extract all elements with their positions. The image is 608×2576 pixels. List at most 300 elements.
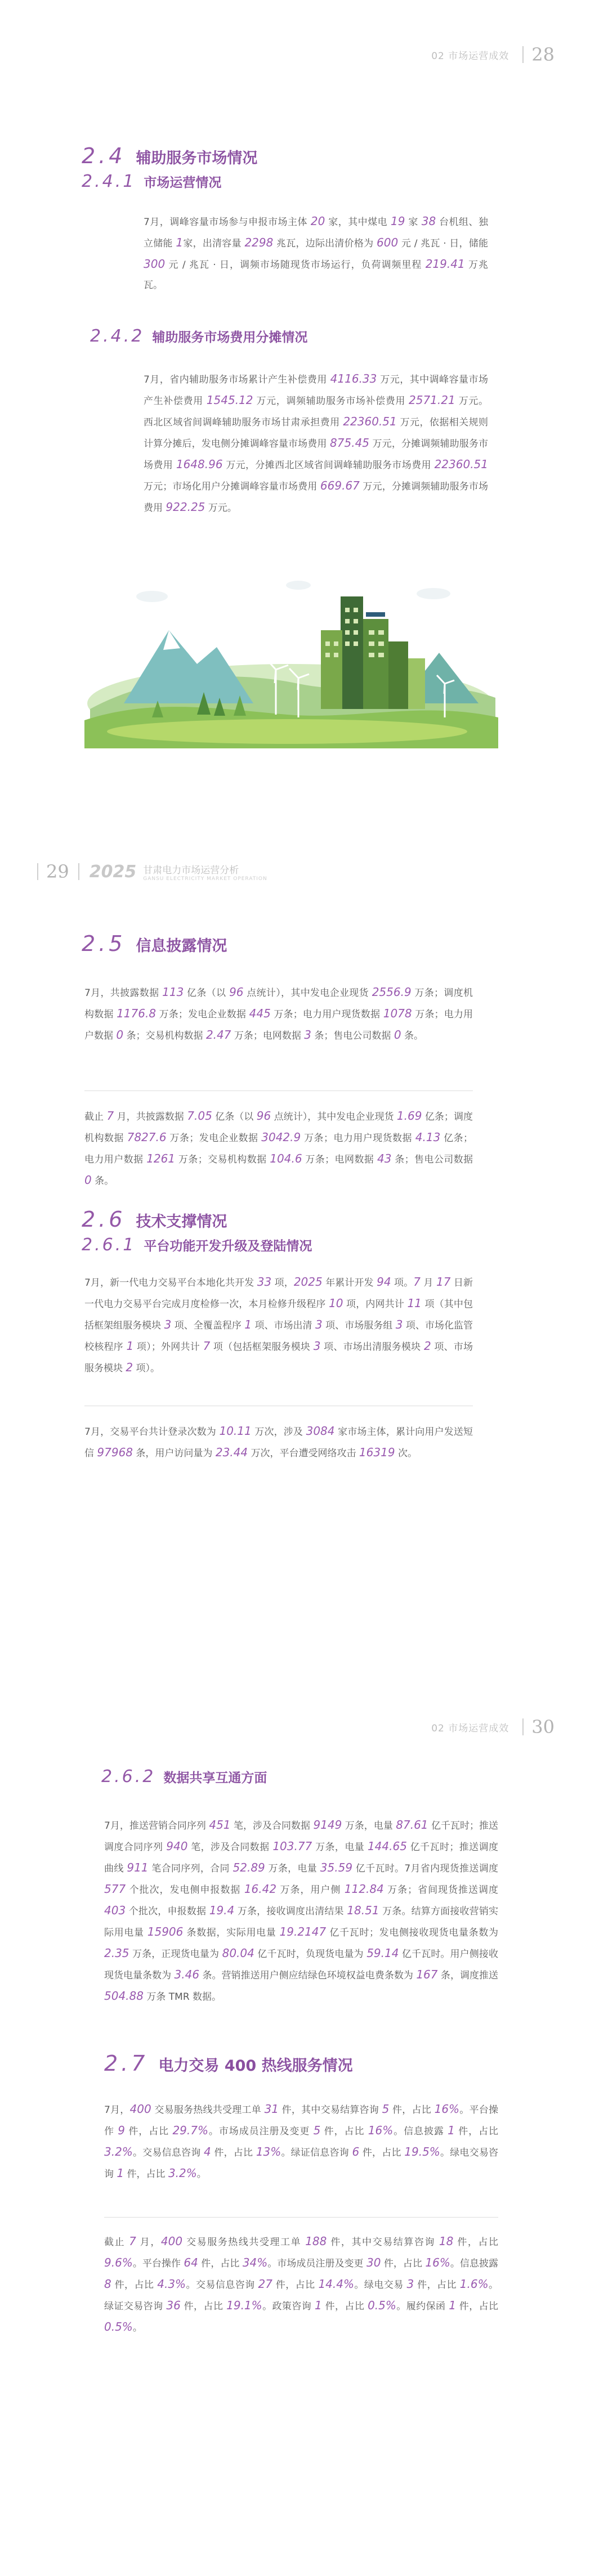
stat-value: 9	[118, 2124, 126, 2137]
text-run: 万元，分摊西北区域省间调峰辅助服务市场费用	[222, 460, 435, 471]
text-run: ，推送营销合同序列	[119, 1820, 209, 1832]
stat-value: 4.13	[415, 1130, 441, 1144]
heading-2-4-2	[90, 326, 307, 346]
text-run: 日新一代电力交易平台完成月度检修一次，本月检修升级程序	[84, 1277, 473, 1310]
text-run: 万条，接收调度出清结果	[234, 1906, 347, 1917]
stat-value: 52.89	[233, 1861, 265, 1874]
text-run: 件，占比	[180, 2301, 227, 2312]
text-run: 。平台操作	[104, 2104, 498, 2137]
stat-value: 3042.9	[261, 1130, 301, 1144]
stat-value: 1261	[146, 1152, 176, 1165]
text-run: 项、市场出清服务模块	[320, 1341, 424, 1353]
text-run: 笔合同序列，合同	[148, 1863, 233, 1874]
text-run: 月，	[136, 2237, 161, 2248]
text-run: 万元，依据相关规则计算分摊后，发电侧分摊调峰容量市场费用	[144, 417, 488, 450]
text-run: 项。	[391, 1277, 414, 1289]
stat-value: 15906	[147, 1925, 184, 1938]
paragraph-platform-development	[84, 1272, 473, 1379]
stat-value: 87.61	[396, 1818, 428, 1832]
stat-value: 1176.8	[117, 1007, 157, 1020]
text-run: 万条；调度机构数据	[84, 988, 473, 1020]
text-run: 月	[420, 1277, 436, 1289]
heading-2-5	[82, 931, 227, 956]
text-run: 亿千瓦时，负现货电量为	[254, 1949, 367, 1960]
text-run: 截止	[84, 1111, 107, 1123]
text-run: 7月	[144, 217, 160, 228]
text-run: 条。营销推送用户侧应结绿色环境权益电费条数为	[199, 1970, 417, 1981]
text-run: 万条，用户侧	[276, 1884, 345, 1896]
text-run: 条；售电公司数据	[391, 1154, 473, 1165]
text-run: 交易服务热线共受理工单	[182, 2237, 306, 2248]
text-run: 项（其中包括框架组服务模块	[84, 1299, 473, 1331]
text-run: 台机组、独立储能	[144, 217, 488, 249]
stat-value: 18.51	[347, 1904, 379, 1917]
text-run: 万元。	[205, 502, 237, 514]
heading-title: 电力交易 400 热线服务情况	[158, 2057, 353, 2075]
stat-value: 3.46	[174, 1968, 200, 1981]
text-run: 。交易信息咨询	[186, 2279, 258, 2291]
text-run: 亿条（以	[212, 1111, 257, 1123]
stat-value: 19.2147	[279, 1925, 327, 1938]
heading-2-6-2	[101, 1767, 267, 1787]
heading-number: 2.5	[82, 931, 126, 956]
stat-value: 9.6%	[104, 2256, 133, 2269]
stat-value: 5	[382, 2102, 390, 2116]
building-2	[363, 619, 388, 709]
text-run: 项、市场化监管校核程序	[84, 1320, 473, 1353]
stat-value: 400	[129, 2102, 151, 2116]
stat-value: 80.04	[222, 1946, 254, 1960]
stat-value: 36	[166, 2299, 181, 2312]
text-run: 万条，电量	[312, 1842, 368, 1853]
text-run: 件，占比	[453, 2237, 499, 2248]
text-run: 万兆瓦。	[144, 259, 489, 291]
green-energy-illustration	[84, 563, 498, 748]
text-run: 项，内网共计	[343, 1299, 408, 1310]
stat-value: 4.3%	[157, 2277, 186, 2291]
ground-highlight	[107, 719, 467, 744]
text-run: 项、市场服务组	[322, 1320, 396, 1331]
heading-title: 数据共享互通方面	[163, 1771, 267, 1785]
text-run: 条。	[401, 1030, 423, 1042]
stat-value: 1	[126, 1339, 134, 1353]
text-run: 项、市场出清	[252, 1320, 315, 1331]
stat-value: 10	[329, 1296, 343, 1310]
text-run: 家，出清容量	[183, 238, 245, 249]
stat-value: 2.47	[205, 1028, 231, 1042]
stat-value: 8	[104, 2277, 111, 2291]
stat-value: 3	[164, 1318, 172, 1331]
stat-value: 2556.9	[372, 985, 412, 999]
text-run: 件，占比	[454, 2126, 499, 2137]
stat-value: 167	[416, 1968, 438, 1981]
stat-value: 2.35	[104, 1946, 129, 1960]
stat-value: 2	[423, 1339, 431, 1353]
stat-value: 96	[256, 1109, 271, 1123]
text-run: 笔，涉及合同数据	[230, 1820, 314, 1832]
heading-title: 辅助服务市场情况	[136, 150, 258, 167]
text-run: 。信息披露	[450, 2258, 499, 2269]
stat-value: 94	[377, 1275, 391, 1289]
text-run: 件，占比	[455, 2301, 499, 2312]
page-header	[37, 861, 267, 882]
paragraph-hotline-month	[104, 2099, 498, 2184]
stat-value: 1648.96	[176, 457, 223, 471]
text-run: 万元，调频辅助服务市场补偿费用	[253, 396, 409, 407]
stat-value: 2298	[244, 236, 274, 249]
stat-value: 113	[162, 985, 184, 999]
text-run: 万条；电网数据	[231, 1030, 305, 1042]
text-run: 万条；发电企业数据	[166, 1133, 262, 1144]
divider	[104, 2217, 498, 2218]
stat-value: 64	[184, 2256, 198, 2269]
text-run: 万条，电量	[265, 1863, 320, 1874]
heading-number: 2.7	[104, 2051, 149, 2076]
text-run: 点统计），其中发电企业现货	[271, 1111, 397, 1123]
stat-value: 31	[264, 2102, 279, 2116]
heading-number: 2.6	[82, 1207, 126, 1232]
text-run: 万条；电网数据	[302, 1154, 377, 1165]
report-title-en: GANSU ELECTRICITY MARKET OPERATION	[143, 876, 267, 882]
text-run: 件，占比	[198, 2258, 243, 2269]
stat-value: 17	[436, 1275, 451, 1289]
text-run: 件，占比	[124, 2169, 168, 2180]
stat-value: 1078	[383, 1007, 412, 1020]
text-run: 7月	[84, 1277, 100, 1289]
stat-value: 669.67	[320, 479, 360, 492]
stat-value: 7	[203, 1339, 211, 1353]
stat-value: 504.88	[104, 1989, 144, 2003]
text-run: 7月	[84, 1426, 101, 1438]
paragraph-data-sharing	[104, 1815, 498, 2007]
text-run: 万条。结算方面接收营销实际用电量	[104, 1906, 499, 1938]
text-run: 件，占比	[359, 2147, 405, 2158]
heading-title: 信息披露情况	[136, 937, 227, 955]
text-run: 件，占比	[381, 2258, 426, 2269]
text-run: 。绿证交易咨询	[104, 2279, 499, 2312]
stat-value: 1	[244, 1318, 252, 1331]
text-run: 万条 TMR 数据。	[143, 1991, 222, 2003]
text-run: 件，占比	[272, 2279, 319, 2291]
text-run: 万元。西北区域省间调峰辅助服务市场甘肃承担费用	[144, 396, 489, 428]
text-run: 亿条（以	[184, 988, 230, 999]
stat-value: 1	[117, 2166, 124, 2180]
text-run: 。	[132, 2322, 142, 2333]
stat-value: 7	[413, 1275, 421, 1289]
stat-value: 3	[304, 1028, 312, 1042]
report-title-block	[143, 862, 267, 882]
section-label: 02 市场运营成效	[431, 50, 509, 62]
text-run: 项（包括框架服务模块	[210, 1341, 314, 1353]
page-number: 30	[531, 1716, 555, 1738]
text-run: 万条；省间现货推送调度	[383, 1884, 499, 1896]
stat-value: 30	[366, 2256, 381, 2269]
text-run: 笔，涉及合同数据	[187, 1842, 273, 1853]
page-29	[0, 861, 608, 1733]
stat-value: 1	[448, 2124, 455, 2137]
stat-value: 16%	[434, 2102, 460, 2116]
stat-value: 3	[406, 2277, 414, 2291]
stat-value: 20	[310, 214, 325, 228]
page-28	[0, 0, 608, 878]
stat-value: 144.65	[367, 1839, 407, 1853]
stat-value: 5	[313, 2124, 321, 2137]
stat-value: 29.7%	[172, 2124, 208, 2137]
building-3	[321, 630, 342, 709]
stat-value: 7	[106, 1109, 114, 1123]
clouds	[136, 581, 450, 602]
text-run: 亿千瓦时；推送调度曲线	[104, 1842, 498, 1874]
stat-value: 2025	[293, 1275, 323, 1289]
text-run: 件，占比	[125, 2126, 173, 2137]
stat-value: 3	[315, 1318, 323, 1331]
text-run: 件，其中交易结算咨询	[279, 2104, 382, 2116]
stat-value: 19.5%	[404, 2145, 440, 2158]
text-run: 万条；交易机构数据	[175, 1154, 270, 1165]
stat-value: 0	[116, 1028, 124, 1042]
text-run: 项、市场服务模块	[84, 1341, 473, 1374]
text-run: 项）。	[133, 1363, 160, 1374]
stat-value: 2571.21	[409, 393, 455, 407]
text-run: 条；交易机构数据	[123, 1030, 206, 1042]
text-run: ，调峰容量市场参与申报市场主体	[159, 217, 311, 228]
heading-2-6-1	[82, 1235, 312, 1255]
text-run: 万次，平台遭受网络攻击	[248, 1448, 359, 1459]
heading-number: 2.6.2	[101, 1767, 156, 1787]
text-run: 条。	[91, 1175, 114, 1187]
report-year: 2025	[89, 861, 137, 882]
text-run: 截止	[104, 2237, 129, 2248]
stat-value: 7827.6	[127, 1130, 167, 1144]
text-run: 个批次，发电侧申报数据	[126, 1884, 244, 1896]
heading-2-7	[104, 2051, 353, 2076]
section-label: 02 市场运营成效	[431, 1722, 509, 1734]
text-run: 亿千瓦时。7月省内现货推送调度	[352, 1863, 499, 1874]
stat-value: 0.5%	[104, 2320, 133, 2333]
text-run: 。信息披露	[393, 2126, 448, 2137]
text-run: 。履约保函	[396, 2301, 449, 2312]
text-run: 年累计开发	[322, 1277, 377, 1289]
stat-value: 400	[160, 2234, 183, 2248]
stat-value: 875.45	[330, 436, 370, 450]
stat-value: 940	[166, 1839, 188, 1853]
stat-value: 19.1%	[226, 2299, 262, 2312]
stat-value: 1	[449, 2299, 456, 2312]
text-run: 。绿电交易咨询	[104, 2147, 499, 2180]
text-run: 元 / 兆瓦 · 日，调频市场随现货市场运行，负荷调频里程	[165, 259, 426, 271]
text-run: ，交易平台共计登录次数为	[100, 1426, 220, 1438]
stat-value: 451	[209, 1818, 231, 1832]
page-header	[431, 44, 555, 65]
stat-value: 3084	[306, 1424, 335, 1438]
stat-value: 3	[313, 1339, 321, 1353]
text-run: 。平台操作	[132, 2258, 184, 2269]
text-run: 万条；发电企业数据	[156, 1009, 249, 1020]
stat-value: 7.05	[187, 1109, 212, 1123]
report-title: 甘肃电力市场运营分析	[143, 864, 239, 876]
stat-value: 35.59	[320, 1861, 353, 1874]
stat-value: 19	[391, 214, 405, 228]
text-run: 条，用户访问量为	[133, 1448, 216, 1459]
text-run: 亿千瓦时。用户侧接收现货电量条数为	[104, 1949, 499, 1981]
text-run: 万元，分摊调频辅助服务市场费用	[144, 481, 489, 514]
text-run: 7月	[144, 374, 160, 385]
heading-2-4-1	[82, 172, 221, 191]
paragraph-market-operation	[144, 211, 488, 295]
text-run: 月，共披露数据	[114, 1111, 187, 1123]
paragraph-platform-login	[84, 1421, 473, 1464]
stat-value: 96	[229, 985, 244, 999]
text-run: 条；售电公司数据	[311, 1030, 394, 1042]
header-divider	[37, 863, 38, 880]
text-run: 。绿证信息咨询	[281, 2147, 352, 2158]
stat-value: 3.2%	[104, 2145, 133, 2158]
heading-title: 辅助服务市场费用分摊情况	[152, 330, 308, 345]
heading-number: 2.4.1	[82, 172, 136, 191]
stat-value: 22360.51	[434, 457, 489, 471]
header-divider	[522, 1718, 524, 1735]
stat-value: 403	[104, 1904, 126, 1917]
stat-value: 445	[249, 1007, 271, 1020]
building-4	[388, 641, 408, 709]
text-run: 点统计），其中发电企业现货	[243, 988, 372, 999]
stat-value: 219.41	[425, 257, 465, 271]
stat-value: 97968	[97, 1446, 133, 1459]
text-run: 万条；电力用户数据	[84, 1009, 473, 1042]
stat-value: 19.4	[209, 1904, 235, 1917]
stat-value: 1.69	[396, 1109, 422, 1123]
text-run: 。交易信息咨询	[132, 2147, 204, 2158]
text-run: 件，占比	[320, 2126, 368, 2137]
paragraph-disclosure-cumulative	[84, 1106, 473, 1191]
stat-value: 4116.33	[330, 372, 377, 385]
stat-value: 33	[257, 1275, 272, 1289]
text-run: 个批次，申报数据	[126, 1906, 209, 1917]
text-run: 亿条；电力用户数据	[84, 1133, 473, 1165]
text-run: 家	[405, 217, 422, 228]
text-run: 。	[196, 2169, 207, 2180]
heading-number: 2.4	[82, 143, 126, 168]
text-run: 万条；电力用户现货数据	[270, 1009, 383, 1020]
text-run: 亿千瓦时；推送调度合同序列	[104, 1820, 499, 1853]
text-run: 。市场成员注册及变更	[208, 2126, 314, 2137]
text-run: 万条，正现货电量为	[129, 1949, 222, 1960]
stat-value: 0	[84, 1173, 92, 1187]
text-run: 项）；外网共计	[133, 1341, 203, 1353]
text-run: 件，占比	[389, 2104, 435, 2116]
stat-value: 112.84	[344, 1882, 384, 1896]
stat-value: 600	[377, 236, 399, 249]
header-divider	[78, 863, 79, 880]
stat-value: 3.2%	[168, 2166, 197, 2180]
stat-value: 0.5%	[368, 2299, 396, 2312]
stat-value: 1545.12	[206, 393, 253, 407]
stat-value: 16%	[425, 2256, 450, 2269]
text-run: 件，占比	[111, 2279, 158, 2291]
stat-value: 4	[204, 2145, 211, 2158]
text-run: 条，调度推送	[437, 1970, 499, 1981]
text-run: 件，其中交易结算咨询	[327, 2237, 439, 2248]
text-run: 家市场主体，累计向用户发送短信	[84, 1426, 473, 1459]
stat-value: 16.42	[244, 1882, 277, 1896]
heading-title: 市场运营情况	[144, 176, 222, 190]
paragraph-fee-allocation	[144, 369, 488, 518]
text-run: 项，	[271, 1277, 294, 1289]
page-30	[0, 1716, 608, 2576]
text-run: 7月	[104, 1820, 120, 1832]
stat-value: 7	[129, 2234, 136, 2248]
heading-title: 技术支撑情况	[136, 1213, 227, 1231]
stat-value: 1	[315, 2299, 322, 2312]
stat-value: 10.11	[219, 1424, 252, 1438]
text-run: 件，占比	[211, 2147, 256, 2158]
stat-value: 103.77	[272, 1839, 312, 1853]
stat-value: 188	[305, 2234, 327, 2248]
stat-value: 3	[395, 1318, 403, 1331]
stat-value: 104.6	[270, 1152, 302, 1165]
stat-value: 1.6%	[459, 2277, 489, 2291]
heading-2-4	[82, 143, 257, 168]
text-run: 亿千瓦时；发电侧接收现货电量条数为	[326, 1927, 499, 1938]
stat-value: 22360.51	[343, 415, 397, 428]
stat-value: 27	[258, 2277, 272, 2291]
stat-value: 577	[104, 1882, 126, 1896]
building-1	[341, 596, 363, 709]
stat-value: 16319	[359, 1446, 395, 1459]
text-run: 万元；市场化用户分摊调峰容量市场费用	[144, 481, 320, 492]
text-run: 7月	[84, 988, 101, 999]
text-run: 万条；电力用户现货数据	[301, 1133, 415, 1144]
stat-value: 59.14	[366, 1946, 399, 1960]
stat-value: 13%	[256, 2145, 281, 2158]
text-run: 件，占比	[414, 2279, 460, 2291]
building-5	[408, 658, 425, 709]
page-header	[431, 1716, 555, 1738]
text-run: ，新一代电力交易平台本地化共开发	[100, 1277, 257, 1289]
stat-value: 34%	[242, 2256, 268, 2269]
stat-value: 9149	[313, 1818, 342, 1832]
text-run: 万元，其中调峰容量市场产生补偿费用	[144, 374, 488, 407]
text-run: 次。	[395, 1448, 417, 1459]
heading-2-6	[82, 1207, 227, 1232]
text-run: 。政策咨询	[262, 2301, 315, 2312]
paragraph-disclosure-month	[84, 982, 473, 1046]
text-run: 条数据，实际用电量	[183, 1927, 280, 1938]
stat-value: 14.4%	[318, 2277, 354, 2291]
stat-value: 11	[407, 1296, 422, 1310]
stat-value: 18	[439, 2234, 454, 2248]
solar-panel	[366, 612, 385, 617]
text-run: 件，占比	[321, 2301, 368, 2312]
stat-value: 0	[394, 1028, 401, 1042]
text-run: 万元，分摊调频辅助服务市场费用	[144, 438, 488, 471]
text-run: 。绿电交易	[354, 2279, 407, 2291]
text-run: 元 / 兆瓦 · 日，储能	[398, 238, 489, 249]
text-run: 交易服务热线共受理工单	[151, 2104, 265, 2116]
stat-value: 23.44	[215, 1446, 248, 1459]
text-run: 万次，涉及	[251, 1426, 306, 1438]
text-run: ，省内辅助服务市场累计产生补偿费用	[159, 374, 330, 385]
stat-value: 16%	[368, 2124, 394, 2137]
stat-value: 922.25	[166, 500, 205, 514]
page-number: 28	[531, 44, 555, 65]
header-divider	[522, 46, 524, 63]
stat-value: 911	[127, 1861, 149, 1874]
stat-value: 43	[377, 1152, 392, 1165]
page-number: 29	[46, 861, 69, 882]
heading-title: 平台功能开发升级及登陆情况	[144, 1239, 312, 1254]
stat-value: 6	[352, 2145, 360, 2158]
